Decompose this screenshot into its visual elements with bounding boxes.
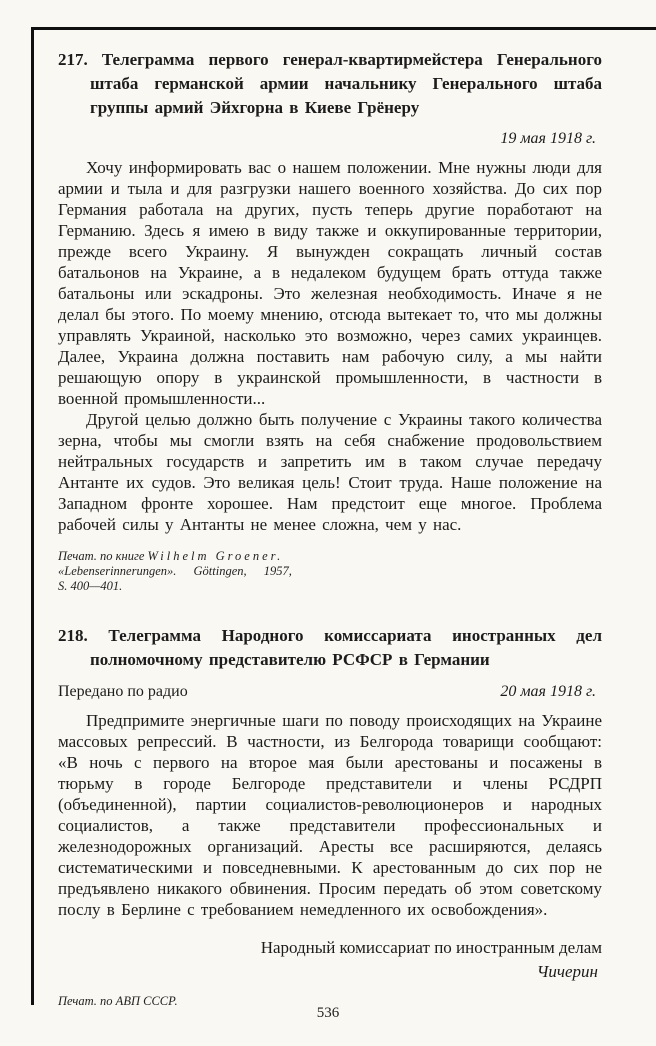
source-author: Wilhelm Groener. [147, 549, 284, 563]
doc-218-source-note: Печат. по АВП СССР. [58, 994, 178, 1008]
page-number: 536 [316, 1005, 340, 1021]
doc-218-paragraph-1: Предпримите энергичные шаги по поводу происходящих на Украине массовых репрессий. В частности, из Белгорода товарищи сообщают: «В ночь с первого на второе мая были арестованы и посажены в тюрьму в городе Белгороде представители и члены РСДРП (объединенной), партии социалистов-революционеров и народных социалистов, а также представители профессиональных и железнодорожных организаций. Аресты все расширяются, делаясь систематическими и повседневными. К арестованным до сих пор не предъявлено никакого обвинения. Просим передать об этом советскому послу в Берлине с требованием немедленного их освобождения». [58, 711, 602, 919]
doc-217-source-line-3: S. 400—401. [58, 579, 123, 593]
doc-218-date: 20 мая 1918 г. [500, 683, 596, 700]
doc-217-source-line-1 [58, 549, 602, 564]
page-content [58, 48, 602, 1009]
doc-217-paragraph-2: Другой целью должно быть получение с Украины такого количества зерна, чтобы мы смогли взять на себя снабжение продовольствием нейтральных государств и запретить им в таком случае передачу Антанте их судов. Это великая цель! Стоит труда. Наше положение на Западном фронте хорошее. Нам предстоит еще многое. Проблема рабочей силы у Антанты не менее сложна, чем у нас. [58, 410, 602, 534]
doc-218-title: 218. Телеграмма Народного комиссариата иностранных дел полномочному представителю РСФСР в Германии [58, 626, 602, 669]
page-frame-left-rule [31, 27, 34, 1005]
signature-block [58, 936, 602, 984]
doc-217-source-line-2: «Lebenserinnerungen». Göttingen, 1957, [58, 564, 292, 578]
source-prefix: Печат. по книге [58, 549, 145, 563]
signature-name: Чичерин [536, 962, 598, 981]
transmission-note: Передано по радио [58, 683, 188, 700]
doc-217-date: 19 мая 1918 г. [500, 130, 596, 147]
doc-217-title: 217. Телеграмма первого генерал-квартирмейстера Генерального штаба германской армии начальнику Генерального штаба группы армий Эйхгорна в Киеве Грёнеру [58, 50, 602, 117]
doc-217-paragraph-1: Хочу информировать вас о нашем положении. Мне нужны люди для армии и тыла и для разгрузки нашего военного хозяйства. До сих пор Германия работала на других, пусть теперь другие поработают на Германию. Здесь я имею в виду также и оккупированные территории, прежде всего Украину. Я вынужден сокращать личный состав батальонов на Украине, а в недалеком будущем брать оттуда также батальоны или эскадроны. Это железная необходимость. Иначе я не делал бы этого. По моему мнению, отсюда вытекает то, что мы должны управлять Украиной, насколько это возможно, через самих украинцев. Далее, Украина должна поставить нам рабочую силу, а мы найти решающую опору в украинской промышленности, в частности в военной промышленности... [58, 158, 602, 408]
doc-218-meta-row [58, 682, 602, 702]
page-frame-top-rule [31, 27, 656, 30]
doc-217-source-note [58, 549, 602, 594]
signature-organization: Народный комиссариат по иностранным делам [260, 938, 602, 957]
